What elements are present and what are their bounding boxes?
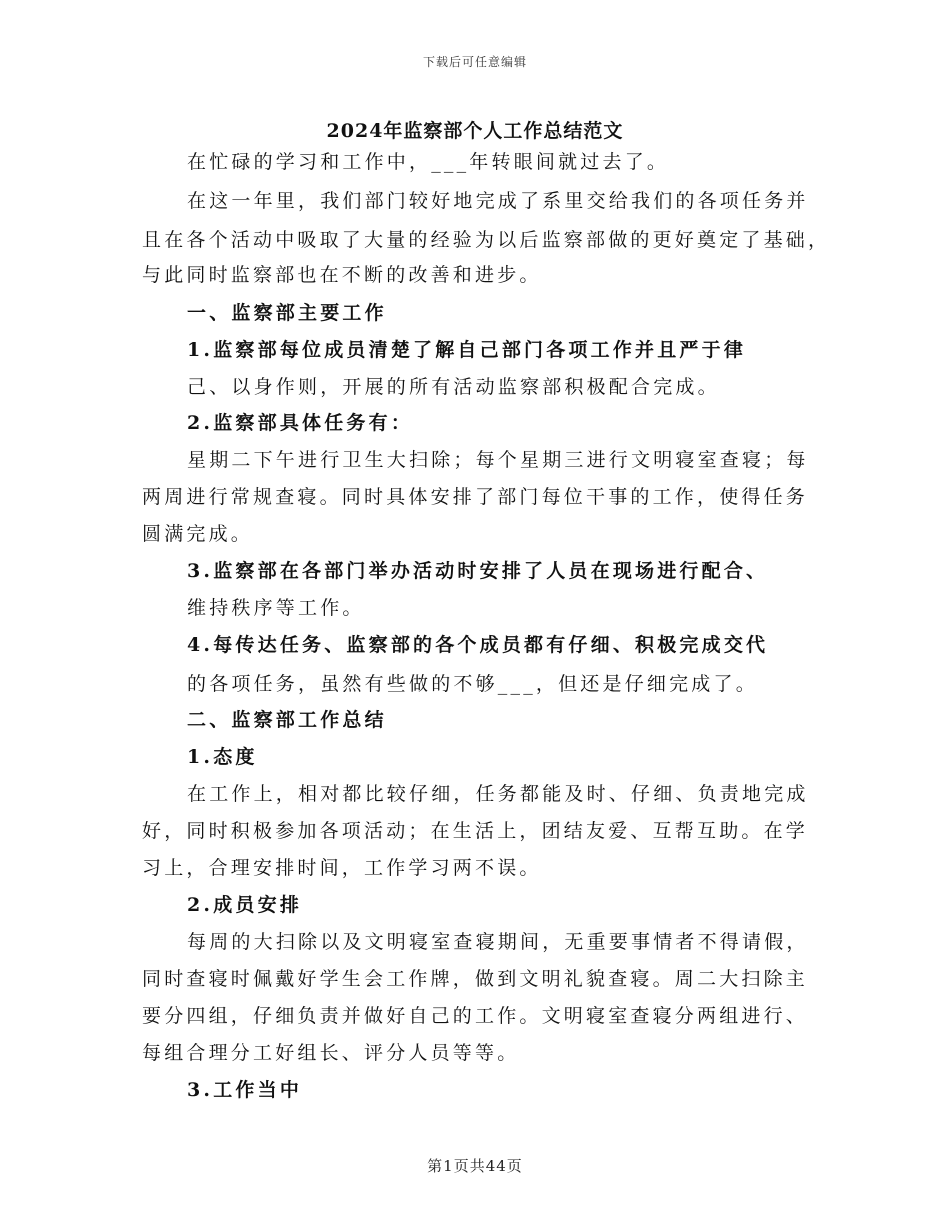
paragraph-line: 两周进行常规查寝。同时具体安排了部门每位干事的工作，使得任务 (142, 486, 809, 508)
paragraph-line: 的各项任务，虽然有些做的不够___，但还是仔细完成了。 (187, 673, 758, 695)
paragraph-line: 好，同时积极参加各项活动；在生活上，团结友爱、互帮互助。在学 (142, 820, 809, 842)
paragraph-line: 在这一年里，我们部门较好地完成了系里交给我们的各项任务并 (187, 190, 809, 212)
paragraph-line: 圆满完成。 (142, 523, 254, 545)
paragraph-line: 要分四组，仔细负责并做好自己的工作。文明寝室查寝分两组进行、 (142, 1005, 809, 1027)
paragraph-line: 每周的大扫除以及文明寝室查寝期间，无重要事情者不得请假， (187, 931, 809, 953)
subsection-heading: 3.监察部在各部门举办活动时安排了人员在现场进行配合、 (187, 560, 769, 582)
page-footer: 第1页共44页 (427, 1157, 523, 1175)
document-title: 2024年监察部个人工作总结范文 (326, 120, 624, 142)
paragraph-line: 星期二下午进行卫生大扫除；每个星期三进行文明寝室查寝；每 (187, 449, 809, 471)
paragraph-line: 在忙碌的学习和工作中，___年转眼间就过去了。 (187, 151, 670, 173)
subsection-heading: 4.每传达任务、监察部的各个成员都有仔细、积极完成交代 (187, 634, 769, 656)
paragraph-line: 己、以身作则，开展的所有活动监察部积极配合完成。 (187, 376, 720, 398)
paragraph-line: 与此同时监察部也在不断的改善和进步。 (142, 264, 542, 286)
paragraph-line: 且在各个活动中吸取了大量的经验为以后监察部做的更好奠定了基础， (142, 229, 831, 251)
paragraph-line: 维持秩序等工作。 (187, 597, 365, 619)
header-note: 下载后可任意编辑 (422, 55, 527, 69)
subsection-heading: 1.监察部每位成员清楚了解自己部门各项工作并且严于律 (187, 339, 747, 361)
paragraph-line: 习上，合理安排时间，工作学习两不误。 (142, 857, 542, 879)
subsection-heading: 2.监察部具体任务有： (187, 412, 414, 434)
section-heading: 二、监察部工作总结 (187, 709, 387, 731)
subsection-heading: 3.工作当中 (187, 1079, 303, 1101)
section-heading: 一、监察部主要工作 (187, 302, 387, 324)
subsection-heading: 1.态度 (187, 746, 258, 768)
subsection-heading: 2.成员安排 (187, 894, 303, 916)
paragraph-line: 每组合理分工好组长、评分人员等等。 (142, 1042, 520, 1064)
paragraph-line: 同时查寝时佩戴好学生会工作牌，做到文明礼貌查寝。周二大扫除主 (142, 968, 809, 990)
paragraph-line: 在工作上，相对都比较仔细，任务都能及时、仔细、负责地完成 (187, 783, 809, 805)
